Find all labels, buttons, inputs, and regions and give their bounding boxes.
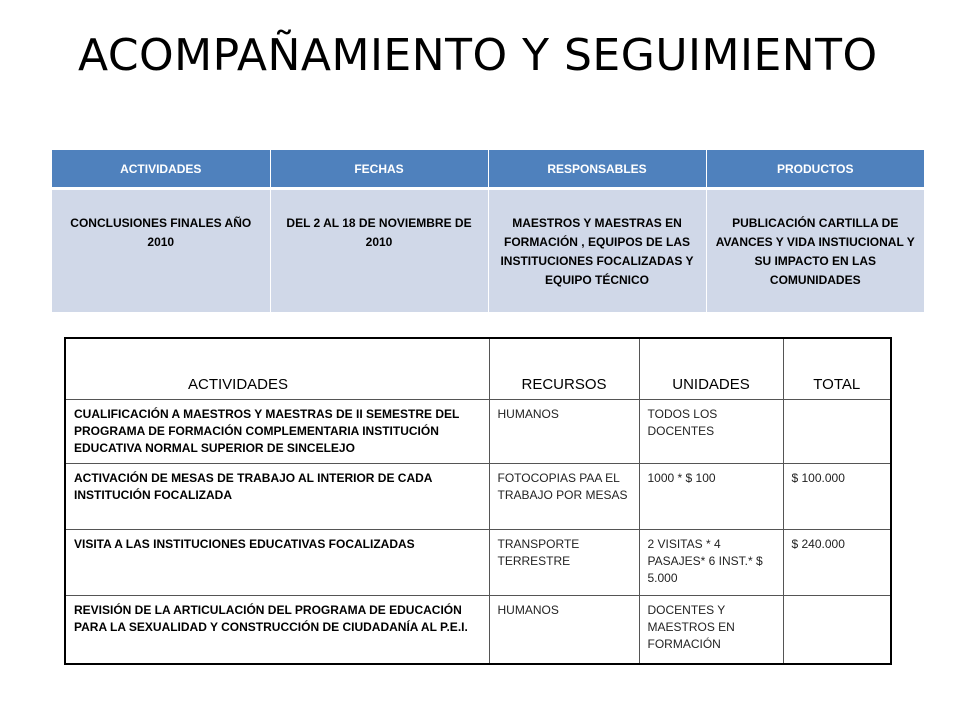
cell-recursos: FOTOCOPIAS PAA EL TRABAJO POR MESAS bbox=[489, 464, 639, 530]
cell-recursos: HUMANOS bbox=[489, 400, 639, 464]
table-row bbox=[65, 400, 891, 464]
cell-fecha: DEL 2 AL 18 DE NOVIEMBRE DE 2010 bbox=[270, 189, 488, 313]
table-row bbox=[52, 189, 924, 313]
page-title: ACOMPAÑAMIENTO Y SEGUIMIENTO bbox=[78, 30, 878, 81]
header-actividades: ACTIVIDADES bbox=[65, 338, 489, 400]
resources-table bbox=[64, 337, 892, 665]
cell-actividad: CUALIFICACIÓN A MAESTROS Y MAESTRAS DE II SEMESTRE DEL PROGRAMA DE FORMACIÓN COMPLEMENTARIA INSTITUCIÓN EDUCATIVA NORMAL SUPERIOR DE SINCELEJO bbox=[65, 400, 489, 464]
cell-total bbox=[783, 400, 891, 464]
cell-actividad: ACTIVACIÓN DE MESAS DE TRABAJO AL INTERIOR DE CADA INSTITUCIÓN FOCALIZADA bbox=[65, 464, 489, 530]
header-productos: PRODUCTOS bbox=[706, 150, 924, 189]
cell-unidades: 1000 * $ 100 bbox=[639, 464, 783, 530]
header-total: TOTAL bbox=[783, 338, 891, 400]
schedule-header-row bbox=[52, 150, 924, 189]
header-actividades: ACTIVIDADES bbox=[52, 150, 270, 189]
table-row bbox=[65, 530, 891, 596]
cell-productos: PUBLICACIÓN CARTILLA DE AVANCES Y VIDA INSTIUCIONAL Y SU IMPACTO EN LAS COMUNIDADES bbox=[706, 189, 924, 313]
cell-actividad: VISITA A LAS INSTITUCIONES EDUCATIVAS FOCALIZADAS bbox=[65, 530, 489, 596]
cell-responsables: MAESTROS Y MAESTRAS EN FORMACIÓN , EQUIPOS DE LAS INSTITUCIONES FOCALIZADAS Y EQUIPO TÉCNICO bbox=[488, 189, 706, 313]
header-responsables: RESPONSABLES bbox=[488, 150, 706, 189]
cell-total bbox=[783, 596, 891, 664]
table-row bbox=[65, 464, 891, 530]
cell-total: $ 240.000 bbox=[783, 530, 891, 596]
cell-unidades: 2 VISITAS * 4 PASAJES* 6 INST.* $ 5.000 bbox=[639, 530, 783, 596]
cell-recursos: TRANSPORTE TERRESTRE bbox=[489, 530, 639, 596]
schedule-table bbox=[52, 150, 924, 312]
cell-unidades: TODOS LOS DOCENTES bbox=[639, 400, 783, 464]
cell-actividad: CONCLUSIONES FINALES AÑO 2010 bbox=[52, 189, 270, 313]
header-recursos: RECURSOS bbox=[489, 338, 639, 400]
header-unidades: UNIDADES bbox=[639, 338, 783, 400]
cell-total: $ 100.000 bbox=[783, 464, 891, 530]
cell-unidades: DOCENTES Y MAESTROS EN FORMACIÓN bbox=[639, 596, 783, 664]
cell-actividad: REVISIÓN DE LA ARTICULACIÓN DEL PROGRAMA DE EDUCACIÓN PARA LA SEXUALIDAD Y CONSTRUCCIÓN DE CIUDADANÍA AL P.E.I. bbox=[65, 596, 489, 664]
header-fechas: FECHAS bbox=[270, 150, 488, 189]
table-row bbox=[65, 596, 891, 664]
cell-recursos: HUMANOS bbox=[489, 596, 639, 664]
resources-header-row bbox=[65, 338, 891, 400]
